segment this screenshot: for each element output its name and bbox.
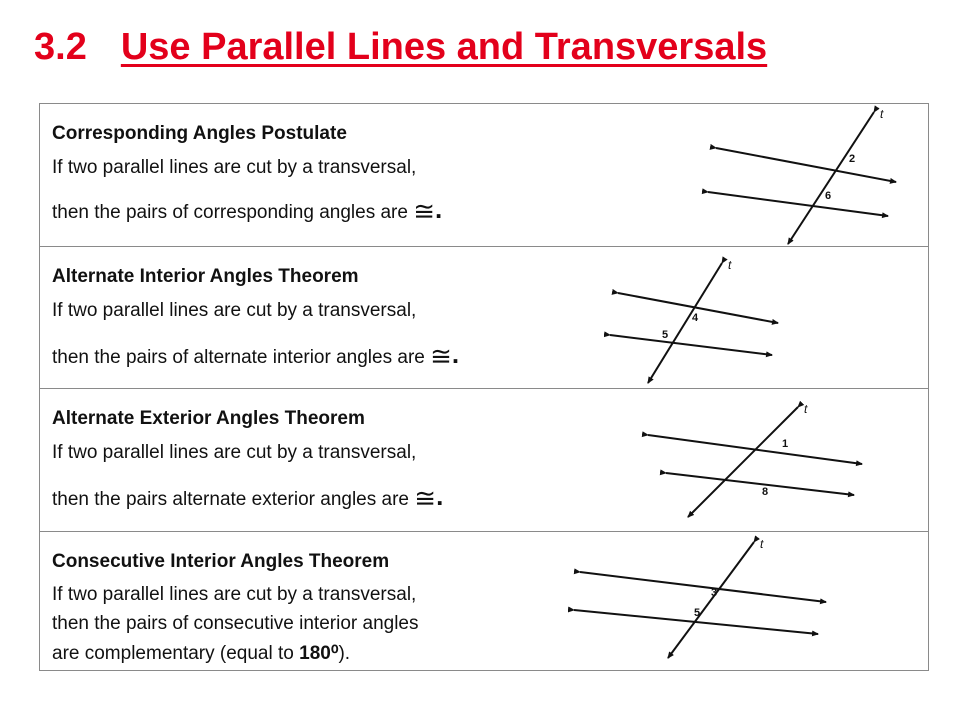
transversal-line — [648, 263, 722, 383]
row-consecutive-interior-angles — [40, 531, 928, 670]
row-text-line: If two parallel lines are cut by a transversal, — [52, 300, 417, 321]
row-text: then the pairs of corresponding angles are — [52, 202, 408, 223]
congruent-symbol: ≅ — [430, 342, 452, 372]
row-text: are complementary (equal to — [52, 643, 300, 664]
congruent-symbol: ≅ — [413, 197, 436, 227]
angle-label: 5 — [694, 607, 701, 619]
theorems-table — [39, 103, 929, 671]
row-text-line — [52, 642, 350, 665]
row-text-line: If two parallel lines are cut by a transversal, — [52, 157, 417, 178]
parallel-line — [716, 148, 896, 182]
section-number: 3.2 — [34, 26, 87, 68]
angle-label: 3 — [711, 587, 718, 599]
row-text-line — [52, 194, 442, 227]
parallel-line — [666, 473, 854, 495]
parallel-line — [580, 572, 826, 602]
transversal-label: t — [760, 537, 764, 551]
parallel-line — [610, 335, 772, 355]
row-text: ). — [338, 643, 351, 664]
row-heading: Alternate Exterior Angles Theorem — [52, 408, 365, 429]
row-heading: Corresponding Angles Postulate — [52, 123, 347, 144]
parallel-line — [708, 192, 888, 216]
parallel-lines-diagram — [568, 532, 838, 671]
transversal-label: t — [880, 107, 884, 121]
title-text: Use Parallel Lines and Transversals — [120, 26, 768, 68]
transversal-label: t — [804, 402, 808, 416]
row-alternate-interior-angles — [40, 246, 928, 388]
row-text-line — [52, 481, 443, 514]
transversal-label: t — [728, 258, 732, 272]
parallel-lines-diagram — [700, 104, 920, 246]
angle-label: 8 — [762, 486, 769, 498]
row-text-line — [52, 339, 459, 372]
period: . — [451, 339, 460, 369]
transversal-line — [688, 407, 798, 517]
parallel-lines-diagram — [636, 389, 876, 532]
value-180: 180⁰ — [299, 643, 339, 664]
transversal-line — [668, 542, 754, 658]
row-corresponding-angles — [40, 104, 928, 246]
row-text: then the pairs of alternate interior angles are — [52, 347, 425, 368]
congruent-symbol: ≅ — [414, 484, 437, 514]
angle-label: 1 — [782, 438, 789, 450]
row-heading: Alternate Interior Angles Theorem — [52, 266, 359, 287]
angle-label: 2 — [849, 153, 856, 165]
row-text: then the pairs alternate exterior angles are — [52, 489, 409, 510]
row-text-line: then the pairs of consecutive interior angles — [52, 613, 419, 634]
row-text-line: If two parallel lines are cut by a transversal, — [52, 584, 417, 605]
angle-label: 5 — [662, 329, 669, 341]
row-text-line: If two parallel lines are cut by a transversal, — [52, 442, 417, 463]
row-alternate-exterior-angles — [40, 388, 928, 531]
period: . — [436, 481, 444, 511]
angle-label: 4 — [692, 312, 699, 324]
transversal-line — [788, 112, 874, 244]
row-heading: Consecutive Interior Angles Theorem — [52, 551, 390, 572]
angle-label: 6 — [825, 190, 832, 202]
slide-title — [34, 26, 767, 69]
parallel-lines-diagram — [604, 247, 794, 389]
period: . — [435, 194, 443, 224]
